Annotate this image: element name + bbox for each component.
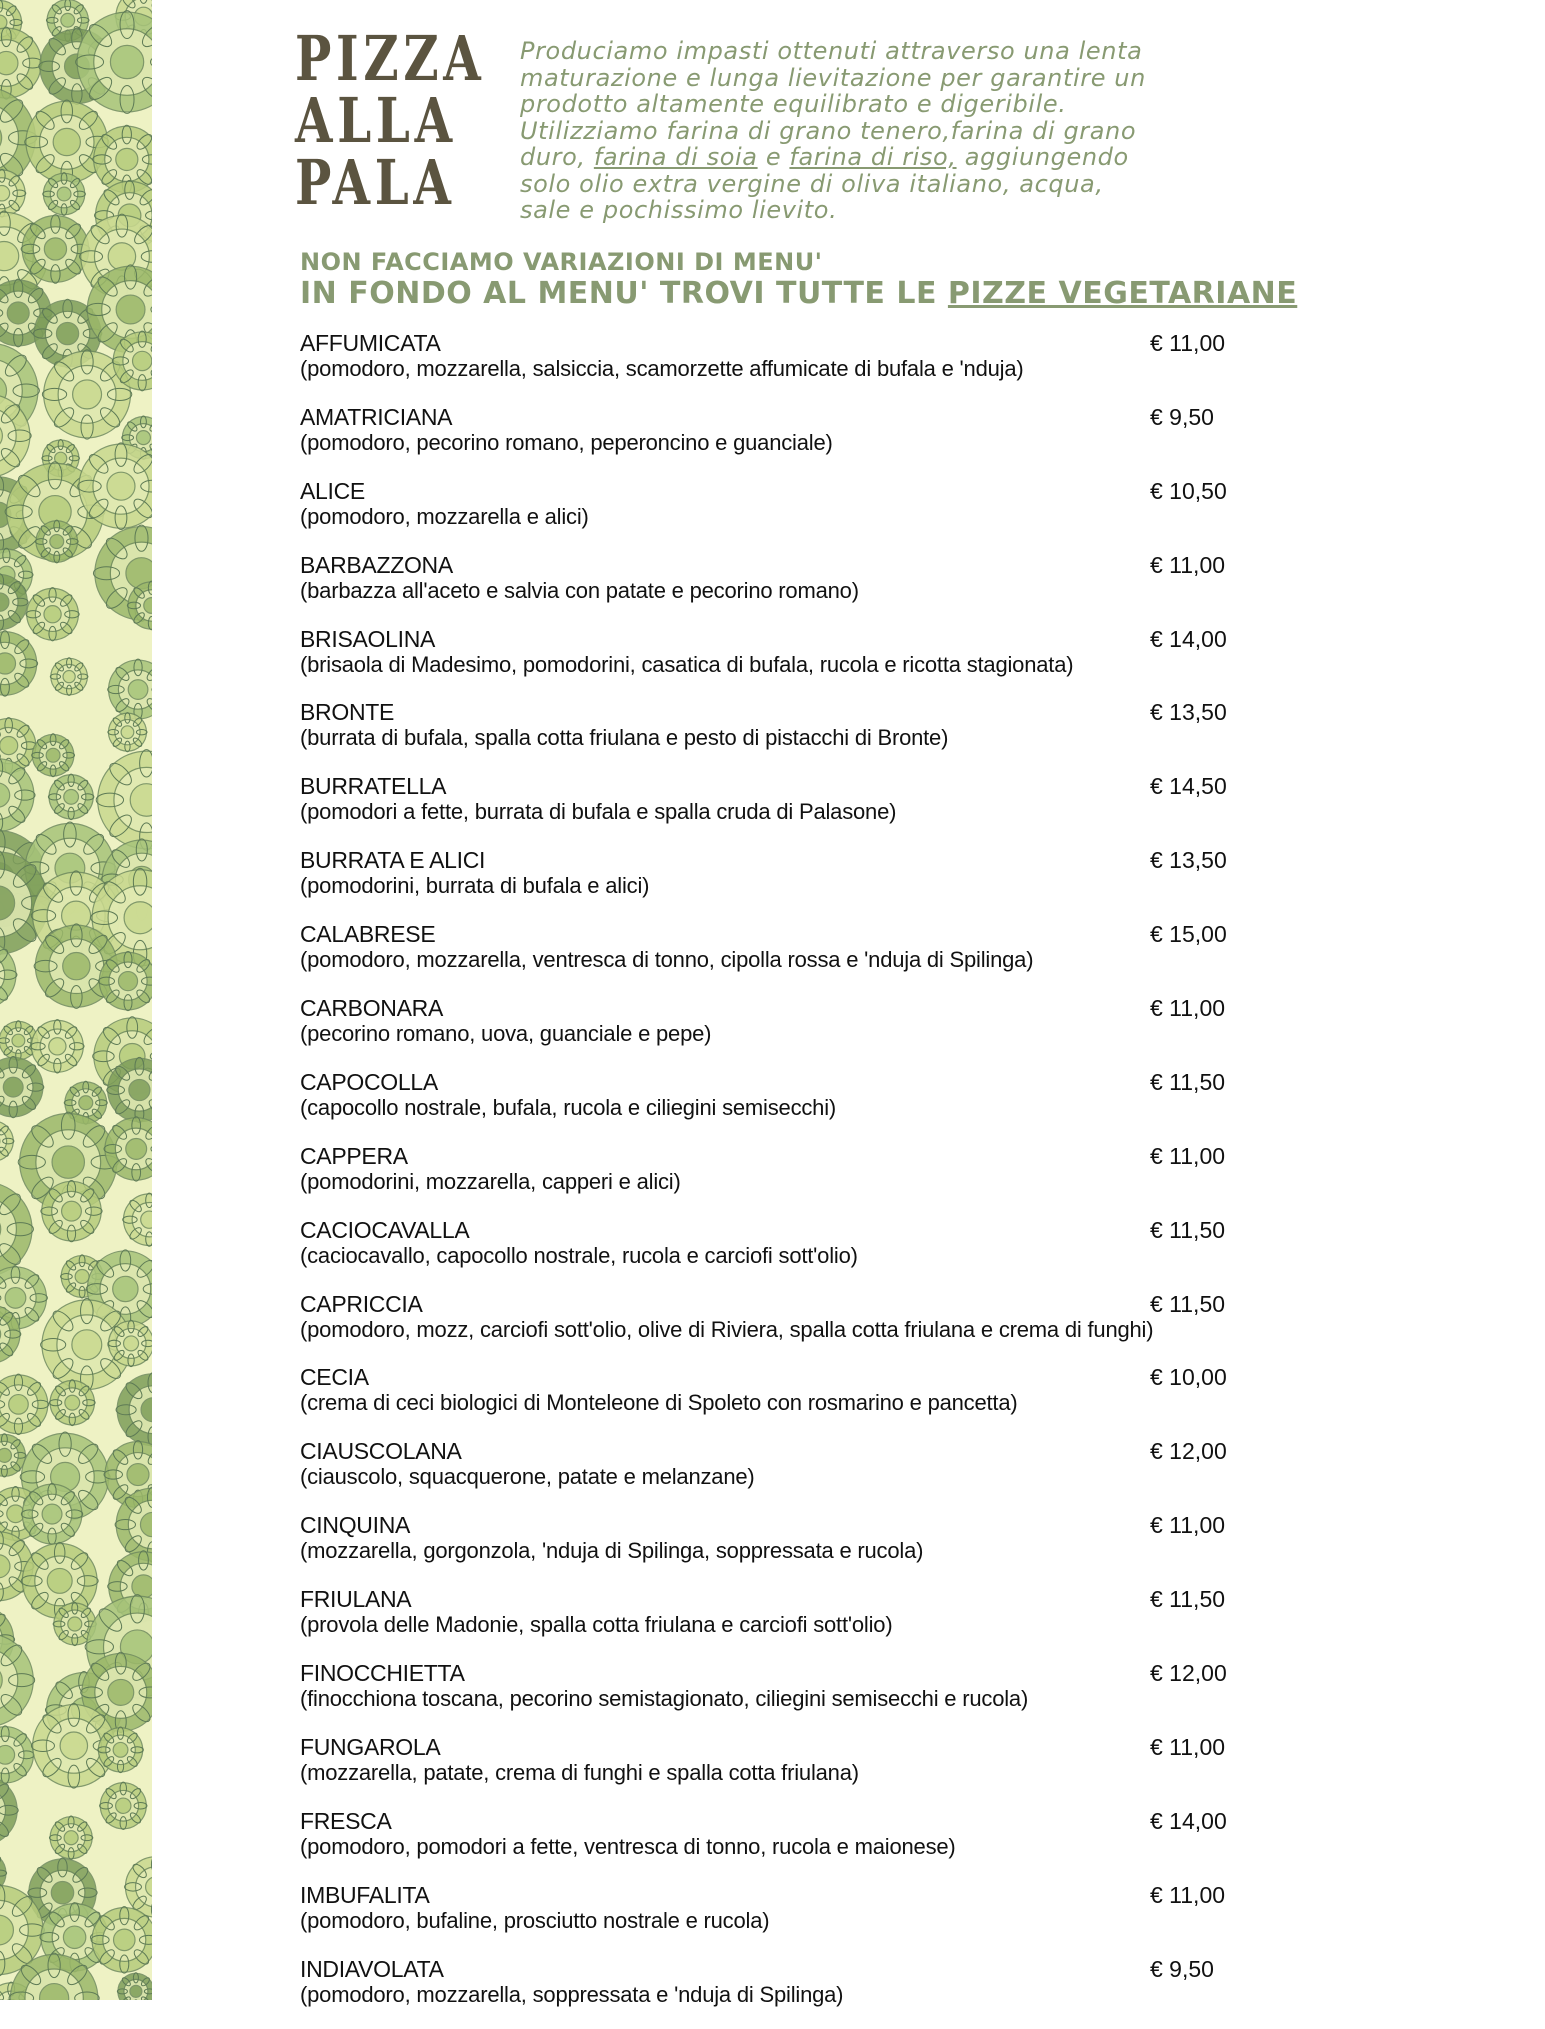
- menu-item: [300, 1660, 1240, 1734]
- pizza-price: € 14,50: [1150, 773, 1240, 800]
- flower-shape: [0, 1632, 35, 1728]
- flower-shape: [100, 1782, 147, 1829]
- pizza-ingredients: (ciauscolo, squacquerone, patate e melanzane): [300, 1464, 755, 1490]
- logo-line: PIZZA: [295, 28, 435, 90]
- pizza-price: € 15,00: [1150, 921, 1240, 948]
- intro-line: Produciamo impasti ottenuti attraverso una lenta: [520, 38, 1240, 65]
- vegetarian-notice: [300, 276, 1297, 311]
- pizza-name: CAPOCOLLA: [300, 1069, 438, 1096]
- pizza-ingredients: (caciocavallo, capocollo nostrale, rucola e carciofi sott'olio): [300, 1243, 858, 1269]
- intro-line: solo olio extra vergine di oliva italiano, acqua,: [520, 171, 1240, 198]
- menu-item: [300, 1438, 1240, 1512]
- flower-shape: [96, 750, 152, 851]
- flower-shape: [41, 1181, 102, 1242]
- flower-shape: [0, 1120, 14, 1161]
- flower-shape: [91, 1907, 152, 1973]
- flower-shape: [108, 659, 152, 720]
- menu-item: [300, 1512, 1240, 1586]
- menu-item: [300, 1364, 1240, 1438]
- menu-item: [300, 1734, 1240, 1808]
- flower-shape: [108, 713, 147, 752]
- flower-shape: [0, 27, 42, 99]
- flower-shape: [21, 1483, 82, 1544]
- flower-shape: [0, 1374, 49, 1434]
- intro-text: aggiungendo: [957, 143, 1129, 171]
- pizza-name: BURRATELLA: [300, 773, 446, 800]
- pizza-name: FINOCCHIETTA: [300, 1660, 465, 1687]
- pizza-ingredients: (mozzarella, patate, crema di funghi e spalla cotta friulana): [300, 1760, 859, 1786]
- pizza-name: CAPPERA: [300, 1143, 408, 1170]
- vegetarian-notice-text: IN FONDO AL MENU' TROVI TUTTE LE: [300, 276, 948, 311]
- no-variations-notice: NON FACCIAMO VARIAZIONI DI MENU': [300, 248, 823, 276]
- flower-shape: [116, 1373, 152, 1447]
- pizza-ingredients: (pomodoro, mozzarella, ventresca di tonno, cipolla rossa e 'nduja di Spilinga): [300, 947, 1033, 973]
- pizza-name: FUNGAROLA: [300, 1734, 440, 1761]
- pizza-name: BRISAOLINA: [300, 626, 435, 653]
- pizza-ingredients: (mozzarella, gorgonzola, 'nduja di Spilinga, soppressata e rucola): [300, 1538, 923, 1564]
- flower-shape: [48, 774, 94, 820]
- flower-shape: [0, 1726, 34, 1784]
- flower-shape: [117, 1973, 152, 2000]
- pizza-price: € 13,50: [1150, 847, 1240, 874]
- pizza-ingredients: (pomodoro, pomodori a fette, ventresca di tonno, rucola e maionese): [300, 1834, 956, 1860]
- menu-item: [300, 404, 1240, 478]
- pizza-menu-list: [300, 330, 1240, 2029]
- pizza-price: € 12,00: [1150, 1438, 1240, 1465]
- pizza-price: € 12,00: [1150, 1660, 1240, 1687]
- logo-line: ALLA: [295, 90, 435, 152]
- pizza-name: INDIAVOLATA: [300, 1956, 444, 1983]
- flower-shape: [50, 658, 88, 696]
- pizza-ingredients: (pomodoro, mozzarella e alici): [300, 504, 589, 530]
- pizza-price: € 11,00: [1150, 1882, 1240, 1909]
- intro-line: sale e pochissimo lievito.: [520, 197, 1240, 224]
- flower-shape: [31, 1020, 84, 1073]
- pizza-ingredients: (pomodoro, bufaline, prosciutto nostrale e rucola): [300, 1908, 769, 1934]
- menu-item: [300, 847, 1240, 921]
- pizza-price: € 11,00: [1150, 995, 1240, 1022]
- flower-shape: [0, 631, 38, 696]
- logo: [295, 28, 435, 214]
- menu-item: [300, 1069, 1240, 1143]
- menu-item: [300, 1882, 1240, 1956]
- flower-shape: [98, 1727, 144, 1773]
- pizza-name: CARBONARA: [300, 995, 443, 1022]
- flower-shape: [32, 734, 75, 777]
- pizza-ingredients: (finocchiona toscana, pecorino semistagionato, ciliegini semisecchi e rucola): [300, 1686, 1028, 1712]
- pizza-name: CAPRICCIA: [300, 1291, 423, 1318]
- pizza-price: € 10,50: [1150, 478, 1240, 505]
- floral-pattern: [0, 0, 152, 2000]
- intro-line: maturazione e lunga lievitazione per garantire un: [520, 65, 1240, 92]
- menu-item: [300, 921, 1240, 995]
- flower-shape: [43, 173, 86, 216]
- pizza-price: € 11,50: [1150, 1217, 1240, 1244]
- pizza-ingredients: (pomodori a fette, burrata di bufala e spalla cruda di Palasone): [300, 799, 896, 825]
- pizza-name: AMATRICIANA: [300, 404, 452, 431]
- menu-item: [300, 995, 1240, 1069]
- pizza-name: CECIA: [300, 1364, 369, 1391]
- pizza-name: BRONTE: [300, 699, 394, 726]
- pizza-name: FRIULANA: [300, 1586, 411, 1613]
- pizza-price: € 11,00: [1150, 330, 1240, 357]
- vegetarian-pizzas-link[interactable]: PIZZE VEGETARIANE: [948, 276, 1297, 311]
- pizza-ingredients: (pecorino romano, uova, guanciale e pepe): [300, 1021, 711, 1047]
- flower-shape: [49, 1380, 95, 1426]
- intro-line: prodotto altamente equilibrato e digeribile.: [520, 91, 1240, 118]
- pizza-price: € 14,00: [1150, 626, 1240, 653]
- pizza-ingredients: (crema di ceci biologici di Monteleone di Spoleto con rosmarino e pancetta): [300, 1390, 1018, 1416]
- soy-flour-link[interactable]: farina di soia: [594, 143, 758, 171]
- pizza-ingredients: (pomodoro, mozzarella, soppressata e 'nduja di Spilinga): [300, 1982, 843, 2008]
- pizza-price: € 11,50: [1150, 1069, 1240, 1096]
- flower-shape: [26, 588, 79, 641]
- pizza-price: € 11,00: [1150, 1512, 1240, 1539]
- pizza-name: CIAUSCOLANA: [300, 1438, 462, 1465]
- menu-item: [300, 1586, 1240, 1660]
- flower-shape: [21, 215, 90, 284]
- pizza-name: CINQUINA: [300, 1512, 410, 1539]
- pizza-name: ALICE: [300, 478, 365, 505]
- pizza-price: € 11,00: [1150, 552, 1240, 579]
- intro-text: duro,: [520, 143, 594, 171]
- flower-shape: [0, 1057, 44, 1118]
- pizza-price: € 10,00: [1150, 1364, 1240, 1391]
- flower-shape: [49, 1816, 92, 1859]
- pizza-name: BURRATA E ALICI: [300, 847, 485, 874]
- intro-paragraph: [520, 38, 1240, 224]
- menu-item: [300, 1808, 1240, 1882]
- intro-line: Utilizziamo farina di grano tenero,farina di grano: [520, 118, 1240, 145]
- logo-line: PALA: [295, 152, 435, 214]
- flower-shape: [108, 1320, 152, 1366]
- pizza-price: € 11,00: [1150, 1143, 1240, 1170]
- menu-item: [300, 1217, 1240, 1291]
- pizza-price: € 11,50: [1150, 1586, 1240, 1613]
- pizza-ingredients: (burrata di bufala, spalla cotta friulana e pesto di pistacchi di Bronte): [300, 725, 948, 751]
- menu-item: [300, 1956, 1240, 2029]
- flower-shape: [98, 952, 152, 1011]
- flower-shape: [0, 169, 26, 217]
- menu-item: [300, 1143, 1240, 1217]
- pizza-name: AFFUMICATA: [300, 330, 441, 357]
- intro-line: [520, 144, 1240, 171]
- intro-text: e: [758, 143, 790, 171]
- pizza-ingredients: (brisaola di Madesimo, pomodorini, casatica di bufala, rucola e ricotta stagionata): [300, 652, 1073, 678]
- pizza-ingredients: (provola delle Madonie, spalla cotta friulana e carciofi sott'olio): [300, 1612, 892, 1638]
- pizza-price: € 14,00: [1150, 1808, 1240, 1835]
- rice-flour-link[interactable]: farina di riso,: [789, 143, 956, 171]
- menu-item: [300, 699, 1240, 773]
- pizza-name: FRESCA: [300, 1808, 392, 1835]
- menu-item: [300, 478, 1240, 552]
- menu-item: [300, 773, 1240, 847]
- pizza-name: IMBUFALITA: [300, 1882, 430, 1909]
- pizza-name: CALABRESE: [300, 921, 435, 948]
- menu-item: [300, 1291, 1240, 1365]
- menu-item: [300, 552, 1240, 626]
- flower-shape: [123, 1193, 152, 1246]
- pizza-ingredients: (pomodorini, mozzarella, capperi e alici): [300, 1169, 681, 1195]
- pizza-price: € 13,50: [1150, 699, 1240, 726]
- pizza-ingredients: (barbazza all'aceto e salvia con patate e pecorino romano): [300, 578, 859, 604]
- flower-shape: [0, 1181, 33, 1278]
- pizza-name: CACIOCAVALLA: [300, 1217, 469, 1244]
- floral-decoration-band: [0, 0, 152, 2000]
- pizza-price: € 9,50: [1150, 1956, 1240, 1983]
- menu-item: [300, 330, 1240, 404]
- pizza-ingredients: (pomodorini, burrata di bufala e alici): [300, 873, 649, 899]
- menu-item: [300, 626, 1240, 700]
- pizza-name: BARBAZZONA: [300, 552, 453, 579]
- pizza-ingredients: (pomodoro, mozzarella, salsiccia, scamorzette affumicate di bufala e 'nduja): [300, 356, 1024, 382]
- pizza-price: € 9,50: [1150, 404, 1240, 431]
- flower-shape: [35, 520, 78, 563]
- pizza-price: € 11,00: [1150, 1734, 1240, 1761]
- pizza-ingredients: (pomodoro, mozz, carciofi sott'olio, olive di Riviera, spalla cotta friulana e crema di funghi): [300, 1317, 1153, 1343]
- pizza-ingredients: (capocollo nostrale, bufala, rucola e ciliegini semisecchi): [300, 1095, 836, 1121]
- flower-shape: [0, 1774, 18, 1846]
- flower-shape: [0, 758, 35, 833]
- pizza-ingredients: (pomodoro, pecorino romano, peperoncino e guanciale): [300, 430, 833, 456]
- pizza-price: € 11,50: [1150, 1291, 1240, 1318]
